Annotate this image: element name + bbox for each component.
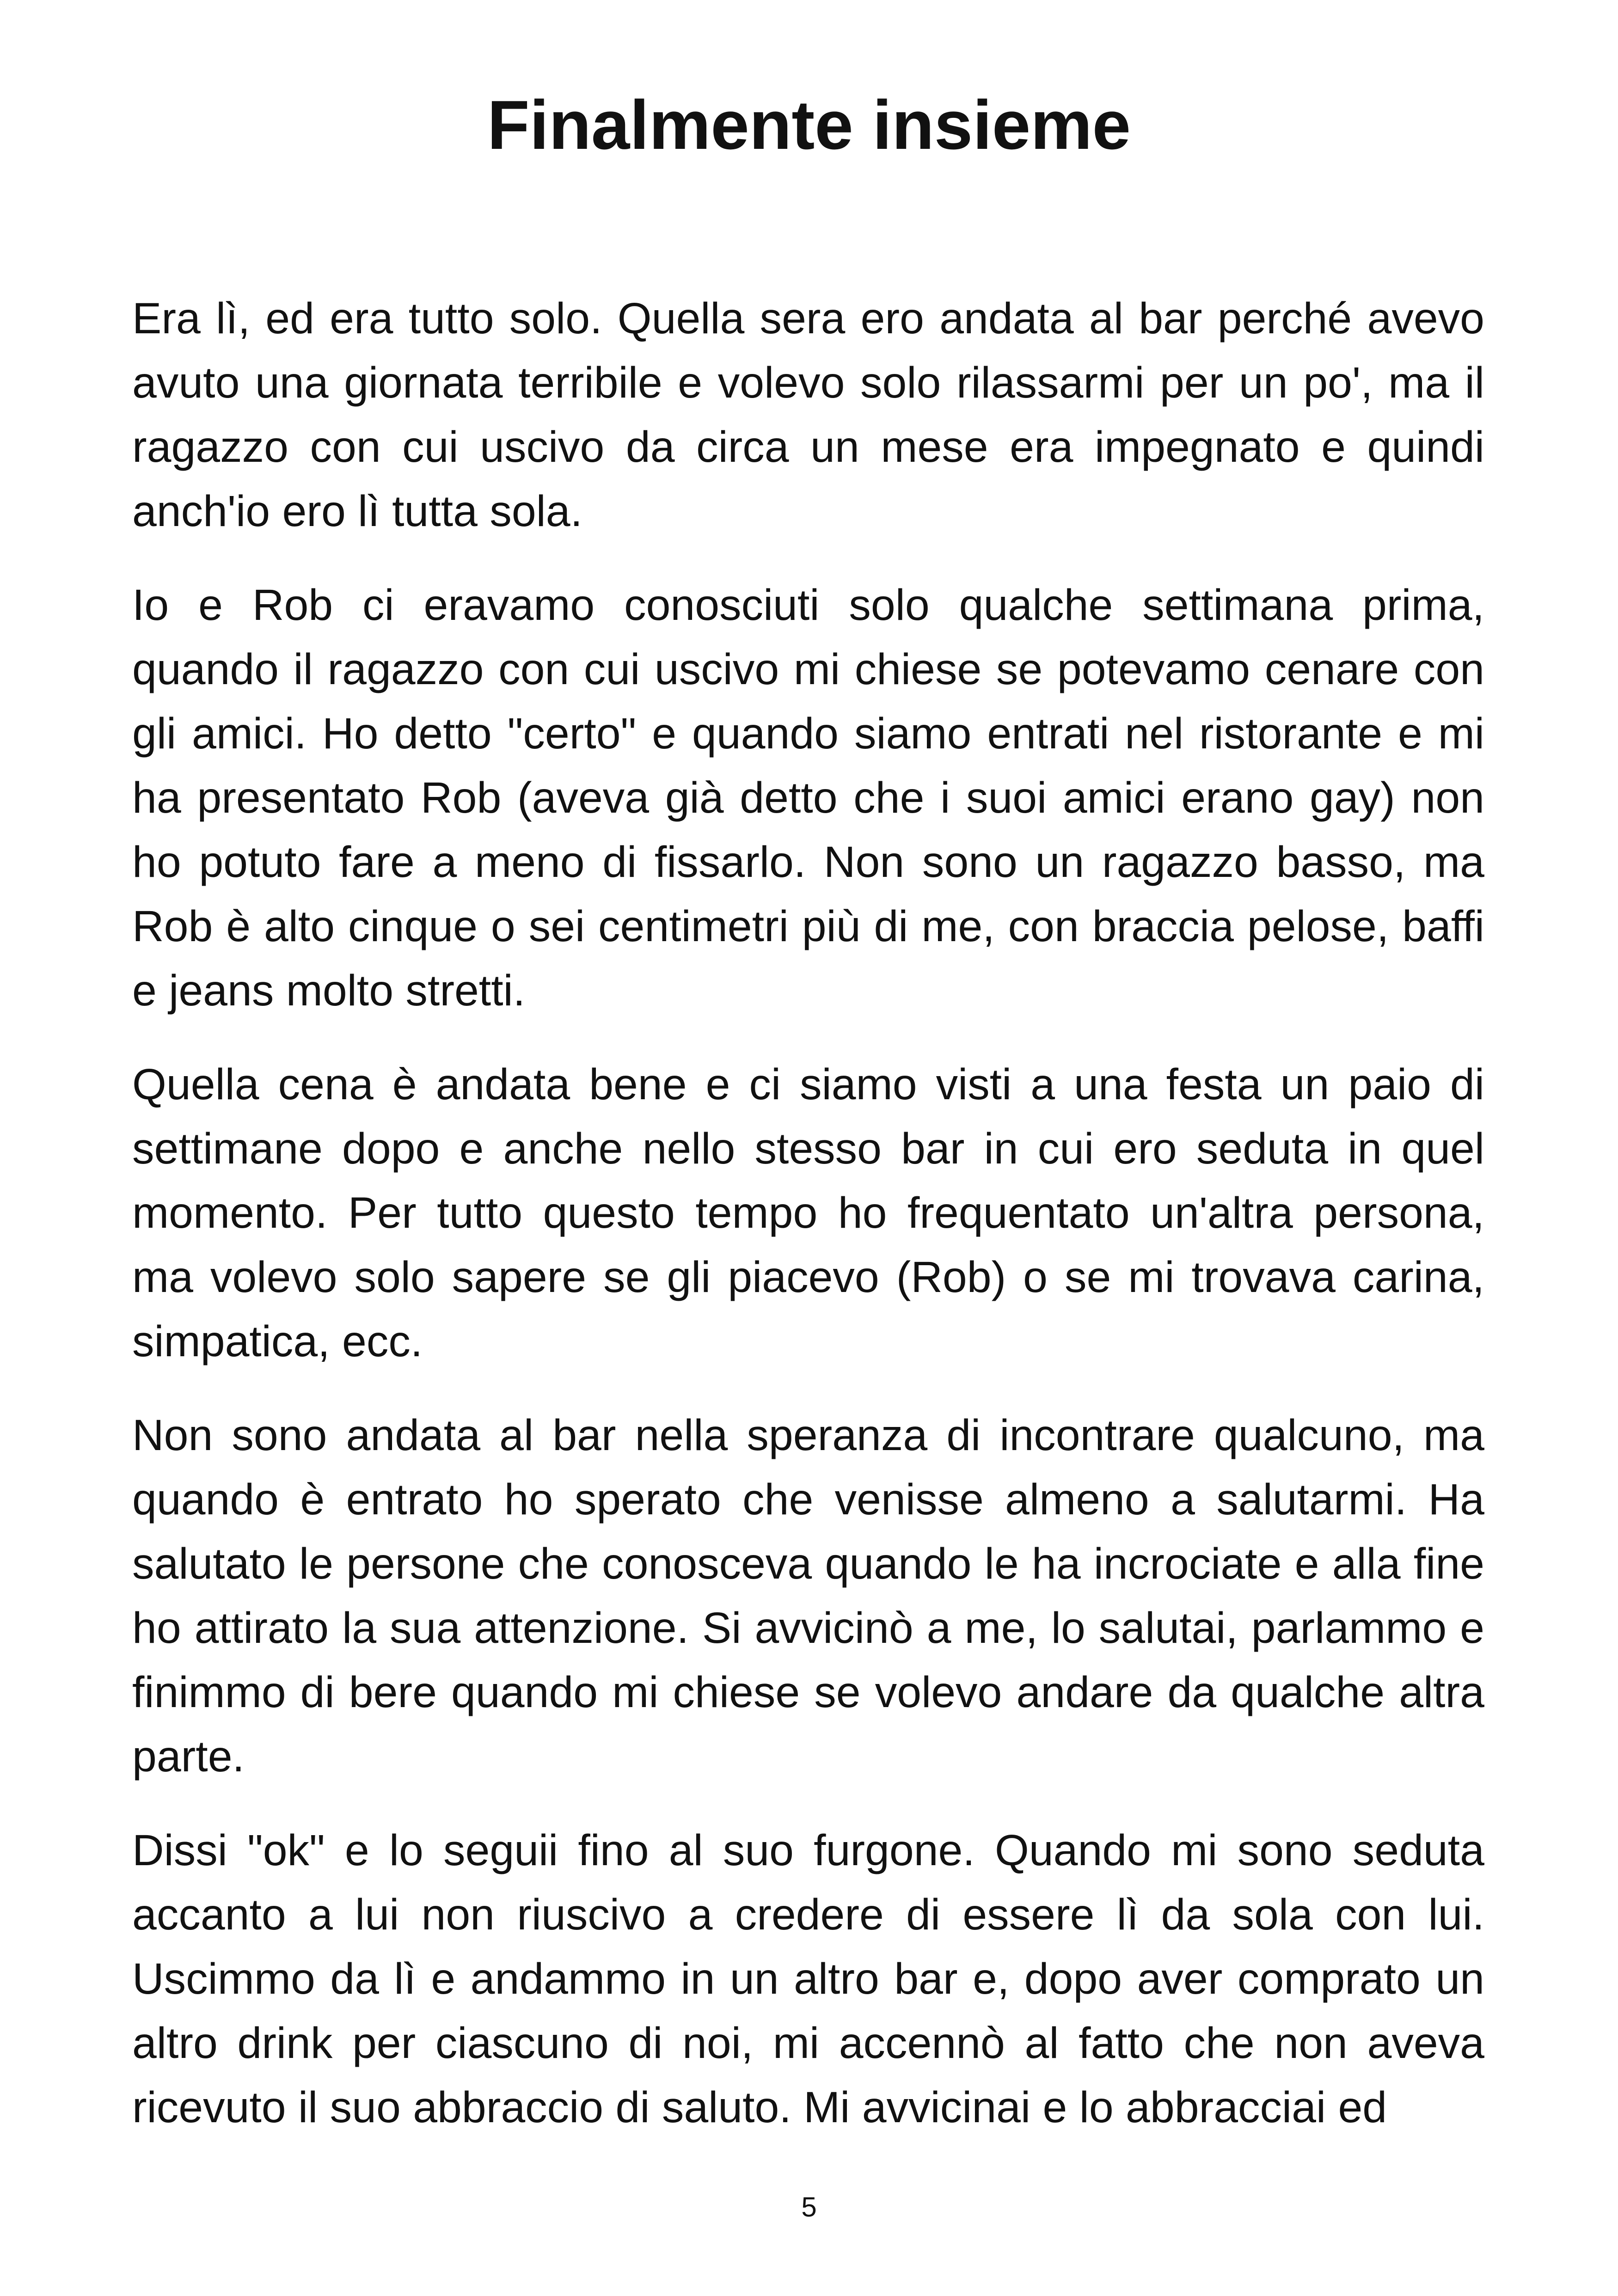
page-number: 5	[801, 2192, 817, 2223]
page-title: Finalmente insieme	[487, 86, 1131, 164]
paragraph: Dissi "ok" e lo seguii fino al suo furgone. Quando mi sono seduta accanto a lui non riuscivo a credere di essere lì da sola con lui. Uscimmo da lì e andammo in un altro bar e, dopo aver comprato un altro drink per ciascuno di noi, mi accennò al fatto che non aveva ricevuto il suo abbraccio di saluto. Mi avvicinai e lo abbracciai ed	[132, 1826, 1484, 2132]
paragraph: Io e Rob ci eravamo conosciuti solo qualche settimana prima, quando il ragazzo con cui uscivo mi chiese se potevamo cenare con gli amici. Ho detto "certo" e quando siamo entrati nel ristorante e mi ha presentato Rob (aveva già detto che i suoi amici erano gay) non ho potuto fare a meno di fissarlo. Non sono un ragazzo basso, ma Rob è alto cinque o sei centimetri più di me, con braccia pelose, baffi e jeans molto stretti.	[132, 581, 1484, 1015]
paragraph: Quella cena è andata bene e ci siamo visti a una festa un paio di settimane dopo e anche nello stesso bar in cui ero seduta in quel momento. Per tutto questo tempo ho frequentato un'altra persona, ma volevo solo sapere se gli piacevo (Rob) o se mi trovava carina, simpatica, ecc.	[132, 1060, 1484, 1366]
paragraph: Era lì, ed era tutto solo. Quella sera ero andata al bar perché avevo avuto una giornata terribile e volevo solo rilassarmi per un po', ma il ragazzo con cui uscivo da circa un mese era impegnato e quindi anch'io ero lì tutta sola.	[132, 294, 1484, 536]
paragraph: Non sono andata al bar nella speranza di incontrare qualcuno, ma quando è entrato ho sperato che venisse almeno a salutarmi. Ha salutato le persone che conosceva quando le ha incrociate e alla fine ho attirato la sua attenzione. Si avvicinò a me, lo salutai, parlammo e finimmo di bere quando mi chiese se volevo andare da qualche altra parte.	[132, 1411, 1484, 1781]
body-text	[132, 287, 1484, 2169]
